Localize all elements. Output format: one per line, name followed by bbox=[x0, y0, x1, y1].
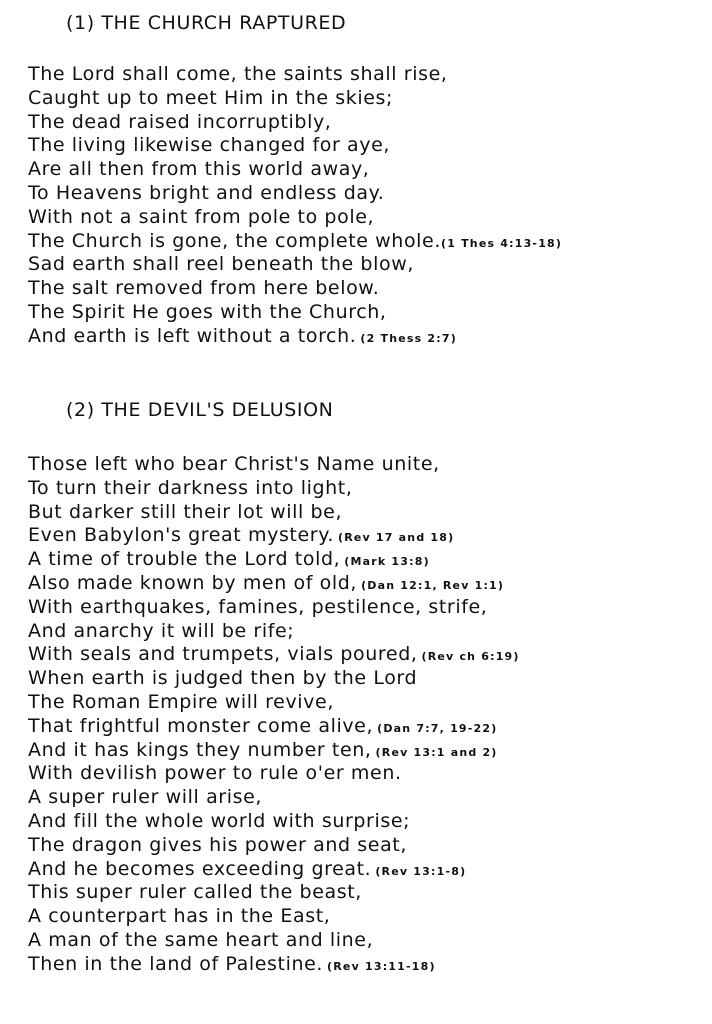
poem-line-text: The salt removed from here below. bbox=[28, 277, 380, 300]
poem-line bbox=[28, 691, 712, 715]
scripture-reference: (Mark 13:8) bbox=[344, 555, 430, 569]
poem-line-text: With not a saint from pole to pole, bbox=[28, 205, 375, 228]
poem-line-text: The Roman Empire will revive, bbox=[28, 690, 334, 713]
poem-line-text: A man of the same heart and line, bbox=[28, 928, 374, 951]
poem-line bbox=[28, 134, 712, 158]
poem-line bbox=[28, 277, 712, 301]
poem-line bbox=[28, 881, 712, 905]
poem-line bbox=[28, 301, 712, 325]
poem-line bbox=[28, 501, 712, 525]
poem-line-text: The living likewise changed for aye, bbox=[28, 134, 391, 157]
scripture-reference: (Dan 7:7, 19-22) bbox=[377, 721, 498, 735]
poem-line bbox=[28, 182, 712, 206]
poem-line-text: And it has kings they number ten, bbox=[28, 738, 372, 761]
scripture-reference: (Dan 12:1, Rev 1:1) bbox=[361, 578, 505, 592]
section-heading-church-raptured: (1) THE CHURCH RAPTURED bbox=[66, 12, 347, 34]
poem-line-text: This super ruler called the beast, bbox=[28, 881, 362, 904]
poem-line bbox=[28, 111, 712, 135]
poem-line-text: Those left who bear Christ's Name unite, bbox=[28, 453, 440, 475]
poem-line-text: The Church is gone, the complete whole. bbox=[28, 229, 441, 252]
poem-line bbox=[28, 548, 712, 572]
poem-line-text: With devilish power to rule o'er men. bbox=[28, 762, 402, 785]
poem-line bbox=[28, 87, 712, 111]
poem-line-text: A super ruler will arise, bbox=[28, 786, 263, 809]
poem-line-text: The Lord shall come, the saints shall rise, bbox=[28, 63, 448, 85]
poem-line-text: Are all then from this world away, bbox=[28, 158, 370, 181]
poem-line bbox=[28, 667, 712, 691]
poem-line bbox=[28, 786, 712, 810]
poem-line bbox=[28, 230, 712, 254]
poem-line bbox=[28, 905, 712, 929]
poem-line bbox=[28, 206, 712, 230]
poem-line-text: The Spirit He goes with the Church, bbox=[28, 300, 387, 323]
poem-line bbox=[28, 762, 712, 786]
poem-line-text: Also made known by men of old, bbox=[28, 571, 358, 594]
poem-line-text: When earth is judged then by the Lord bbox=[28, 667, 418, 690]
poem-line-text: And anarchy it will be rife; bbox=[28, 619, 295, 642]
poem-line-text: That frightful monster come alive, bbox=[28, 714, 374, 737]
poem-line-text: With seals and trumpets, vials poured, bbox=[28, 643, 418, 666]
poem-line-text: Even Babylon's great mystery. bbox=[28, 524, 334, 547]
poem-line bbox=[28, 620, 712, 644]
poem-line bbox=[28, 643, 712, 667]
poem-line bbox=[28, 929, 712, 953]
poem-line-text: And earth is left without a torch. bbox=[28, 324, 357, 347]
poem-line bbox=[28, 325, 712, 349]
poem-line bbox=[28, 834, 712, 858]
poem-line-text: But darker still their lot will be, bbox=[28, 500, 343, 523]
scripture-reference: (Rev 13:1 and 2) bbox=[375, 745, 498, 759]
poem-line bbox=[28, 453, 712, 477]
poem-line-text: And fill the whole world with surprise; bbox=[28, 809, 411, 832]
poem-line-text: A time of trouble the Lord told, bbox=[28, 548, 341, 571]
poem-line-text: A counterpart has in the East, bbox=[28, 905, 331, 928]
stanza-devils-delusion bbox=[28, 453, 712, 977]
poem-line-text: To turn their darkness into light, bbox=[28, 476, 353, 499]
poem-line bbox=[28, 158, 712, 182]
poem-line bbox=[28, 810, 712, 834]
poem-line bbox=[28, 858, 712, 882]
poem-line-text: Then in the land of Palestine. bbox=[28, 952, 324, 975]
scripture-reference: (2 Thess 2:7) bbox=[360, 331, 457, 345]
poem-line-text: To Heavens bright and endless day. bbox=[28, 181, 385, 204]
poem-line-text: And he becomes exceeding great. bbox=[28, 857, 372, 880]
poem-line bbox=[28, 477, 712, 501]
poem-line bbox=[28, 63, 712, 87]
poem-line bbox=[28, 596, 712, 620]
poem-line-text: The dead raised incorruptibly, bbox=[28, 110, 332, 133]
scripture-reference: (Rev ch 6:19) bbox=[421, 650, 520, 664]
scripture-reference: (Rev 17 and 18) bbox=[337, 531, 455, 545]
poem-line bbox=[28, 524, 712, 548]
poem-line bbox=[28, 572, 712, 596]
poem-line bbox=[28, 739, 712, 763]
stanza-church-raptured bbox=[28, 63, 712, 349]
scripture-reference: (Rev 13:11-18) bbox=[327, 959, 436, 973]
scripture-reference: (1 Thes 4:13-18) bbox=[440, 236, 563, 250]
scripture-reference: (Rev 13:1-8) bbox=[375, 864, 467, 878]
poem-line bbox=[28, 715, 712, 739]
poem-line-text: Caught up to meet Him in the skies; bbox=[28, 86, 394, 109]
poem-line-text: With earthquakes, famines, pestilence, strife, bbox=[28, 595, 488, 618]
poem-line bbox=[28, 953, 712, 977]
poem-line-text: The dragon gives his power and seat, bbox=[28, 833, 408, 856]
poem-line-text: Sad earth shall reel beneath the blow, bbox=[28, 253, 414, 276]
poem-line bbox=[28, 253, 712, 277]
section-heading-devils-delusion: (2) THE DEVIL'S DELUSION bbox=[66, 399, 334, 421]
